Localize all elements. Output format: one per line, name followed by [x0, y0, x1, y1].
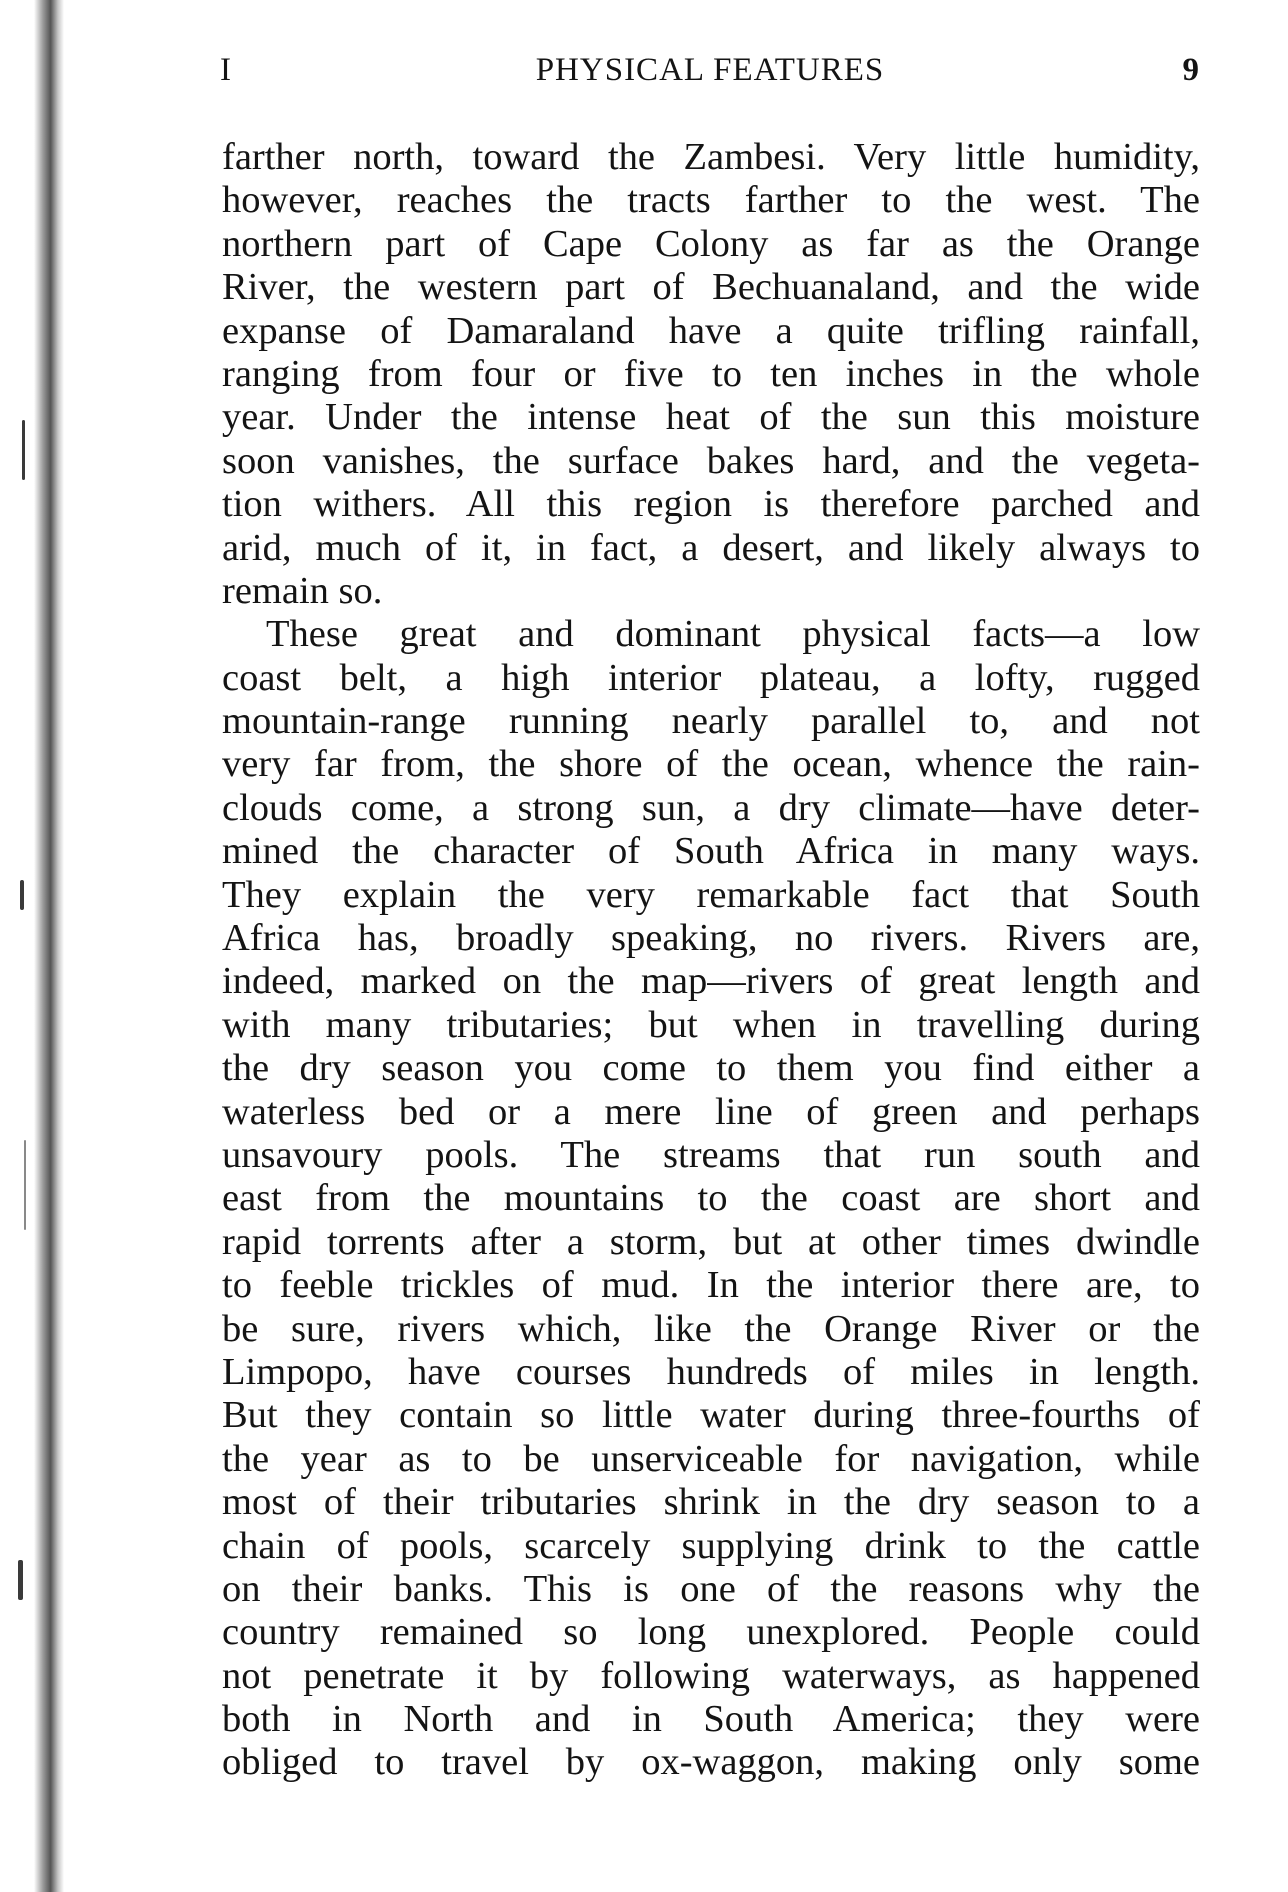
text-line: the dry season you come to them you find either a [222, 1047, 1200, 1090]
text-line: east from the mountains to the coast are short and [222, 1177, 1200, 1220]
chapter-mark: I [220, 52, 232, 88]
text-line: River, the western part of Bechuanaland, and the wide [222, 266, 1200, 309]
text-line: obliged to travel by ox-waggon, making only some [222, 1741, 1200, 1784]
paragraph [222, 613, 1200, 1785]
text-line: coast belt, a high interior plateau, a lofty, rugged [222, 656, 1200, 699]
text-line: soon vanishes, the surface bakes hard, and the vegeta- [222, 439, 1200, 482]
text-line: country remained so long unexplored. People could [222, 1611, 1200, 1654]
text-line: tion withers. All this region is therefore parched and [222, 483, 1200, 526]
text-line: But they contain so little water during three-fourths of [222, 1394, 1200, 1437]
page-number: 9 [1182, 52, 1200, 88]
text-line: not penetrate it by following waterways, as happened [222, 1654, 1200, 1697]
text-line: arid, much of it, in fact, a desert, and likely always to [222, 526, 1200, 569]
page-title: PHYSICAL FEATURES [535, 52, 885, 88]
text-line: waterless bed or a mere line of green and perhaps [222, 1090, 1200, 1133]
text-line: chain of pools, scarcely supplying drink to the cattle [222, 1524, 1200, 1567]
text-line: both in North and in South America; they were [222, 1698, 1200, 1741]
text-line: rapid torrents after a storm, but at other times dwindle [222, 1220, 1200, 1263]
text-line: remain so. [222, 569, 383, 612]
gutter-speck [18, 1560, 23, 1600]
text-line: clouds come, a strong sun, a dry climate—have deter- [222, 786, 1200, 829]
text-line: Africa has, broadly speaking, no rivers. Rivers are, [222, 917, 1200, 960]
text-line: unsavoury pools. The streams that run south and [222, 1133, 1200, 1176]
text-line: ranging from four or five to ten inches in the whole [222, 352, 1200, 395]
text-line: on their banks. This is one of the reasons why the [222, 1567, 1200, 1610]
text-line: These great and dominant physical facts—a low [266, 613, 1200, 656]
text-line: the year as to be unserviceable for navigation, while [222, 1437, 1200, 1480]
text-line: Limpopo, have courses hundreds of miles in length. [222, 1350, 1200, 1393]
gutter-speck [24, 1140, 26, 1230]
running-header [220, 52, 1200, 96]
text-line: mined the character of South Africa in many ways. [222, 830, 1200, 873]
text-line: year. Under the intense heat of the sun this moisture [222, 396, 1200, 439]
text-line: most of their tributaries shrink in the dry season to a [222, 1481, 1200, 1524]
text-line: They explain the very remarkable fact that South [222, 873, 1200, 916]
text-line: mountain-range running nearly parallel to, and not [222, 700, 1200, 743]
paragraph [222, 136, 1200, 613]
body-text [222, 136, 1200, 1785]
text-line: be sure, rivers which, like the Orange River or the [222, 1307, 1200, 1350]
text-line: northern part of Cape Colony as far as the Orange [222, 222, 1200, 265]
binding-gutter [0, 0, 95, 1892]
text-line: expanse of Damaraland have a quite trifling rainfall, [222, 309, 1200, 352]
text-line: farther north, toward the Zambesi. Very little humidity, [222, 136, 1200, 178]
gutter-speck [22, 420, 25, 480]
text-line: to feeble trickles of mud. In the interior there are, to [222, 1264, 1200, 1307]
text-line: indeed, marked on the map—rivers of great length and [222, 960, 1200, 1003]
text-line: with many tributaries; but when in travelling during [222, 1003, 1200, 1046]
gutter-speck [20, 880, 24, 910]
binding-shadow [34, 0, 64, 1892]
text-line: however, reaches the tracts farther to the west. The [222, 179, 1200, 222]
text-line: very far from, the shore of the ocean, whence the rain- [222, 743, 1200, 786]
